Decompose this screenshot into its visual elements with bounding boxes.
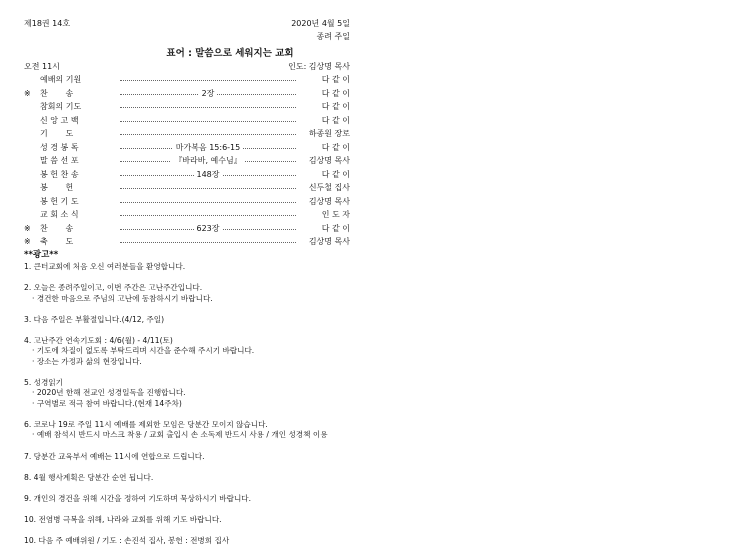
order-item-detail-wrap xyxy=(120,222,296,236)
order-item-label: 예배의 기원 xyxy=(40,75,82,84)
order-item-person: 인 도 자 xyxy=(298,208,350,222)
dotted-leader xyxy=(120,202,296,203)
notice-text: 1. 큰터교회에 처음 오신 여러분들을 환영합니다. xyxy=(24,262,186,271)
order-item-label: 봉 헌 xyxy=(40,183,74,192)
order-item-detail-wrap xyxy=(120,154,296,168)
order-item-person: 다 같 이 xyxy=(298,168,350,182)
notice-text: 6. 코로나 19로 주일 11시 예배를 제외한 모임은 당분간 모이지 않습니다. xyxy=(24,419,268,429)
order-item-detail: 148장 xyxy=(194,170,223,179)
dotted-leader xyxy=(120,107,296,108)
notice-text: 10. 다음 주 예배위원 / 기도 : 손진석 집사, 봉헌 : 전병희 집사 xyxy=(24,535,230,545)
order-item-person: 다 같 이 xyxy=(298,73,350,87)
bulletin-date: 2020년 4월 5일 xyxy=(291,19,350,28)
notices-heading: **광고** xyxy=(24,250,59,260)
notice-item xyxy=(24,283,724,304)
order-row xyxy=(24,235,350,249)
notice-subtext: · 기도에 차질이 없도록 부탁드리며 시간을 준수해 주시기 바랍니다. xyxy=(32,346,255,356)
order-item-label: 봉 헌 기 도 xyxy=(40,196,79,206)
notice-item xyxy=(24,473,724,484)
order-item-person: 하종원 장로 xyxy=(298,127,350,141)
order-item-label: 찬 송 xyxy=(40,88,74,98)
order-item-detail-wrap xyxy=(120,87,296,101)
order-item-person: 다 같 이 xyxy=(298,222,350,236)
order-item-person: 신두철 집사 xyxy=(298,181,350,195)
notice-item xyxy=(24,452,724,463)
order-row xyxy=(24,141,350,155)
service-leader: 인도: 김상명 목사 xyxy=(288,62,350,71)
order-item-detail: 『바라바, 예수님』 xyxy=(171,156,244,165)
notice-text: 4. 고난주간 연속기도회 : 4/6(월) - 4/11(토) xyxy=(24,335,173,345)
motto-title: 표어 : 말씀으로 세워지는 교회 xyxy=(166,48,294,59)
dotted-leader xyxy=(120,242,296,243)
notices-list xyxy=(24,262,724,557)
order-item-label: 기 도 xyxy=(40,129,74,138)
order-row xyxy=(24,168,350,182)
notice-item xyxy=(24,420,724,441)
order-row xyxy=(24,73,350,87)
order-item-person: 다 같 이 xyxy=(298,114,350,128)
dotted-leader xyxy=(120,188,296,189)
order-item-label: 찬 송 xyxy=(40,223,74,233)
order-row xyxy=(24,87,350,101)
notice-text: 7. 당분간 교육부서 예배는 11시에 연합으로 드립니다. xyxy=(24,451,205,461)
order-row xyxy=(24,154,350,168)
order-row xyxy=(24,181,350,195)
dotted-leader xyxy=(120,80,296,81)
order-item-label: 교 회 소 식 xyxy=(40,210,79,219)
order-item-label: 참회의 기도 xyxy=(40,102,82,111)
notice-item xyxy=(24,515,724,526)
order-item-label: 축 도 xyxy=(40,237,74,246)
order-item-person: 김상명 목사 xyxy=(298,154,350,168)
standing-mark: ※ xyxy=(24,223,31,233)
order-item-detail: 2장 xyxy=(199,89,218,98)
notice-item xyxy=(24,336,724,368)
notice-item xyxy=(24,378,724,410)
order-item-detail-wrap xyxy=(120,141,296,155)
order-row xyxy=(24,114,350,128)
order-item-person: 다 같 이 xyxy=(298,141,350,155)
order-item-label: 봉 헌 찬 송 xyxy=(40,169,79,179)
order-item-person: 다 같 이 xyxy=(298,87,350,101)
sunday-name: 종려 주일 xyxy=(316,32,350,41)
notice-text: 5. 성경읽기 xyxy=(24,377,64,387)
notice-item xyxy=(24,315,724,326)
order-row xyxy=(24,222,350,236)
notice-subtext: · 장소는 가정과 삶의 현장입니다. xyxy=(32,356,142,366)
order-item-detail: 마가복음 15:6-15 xyxy=(173,143,244,152)
dotted-leader xyxy=(120,215,296,216)
notice-text: 8. 4월 행사계획은 당분간 순연 됩니다. xyxy=(24,472,154,482)
service-time: 오전 11시 xyxy=(24,62,60,71)
order-item-label: 성 경 봉 독 xyxy=(40,142,79,152)
order-of-worship xyxy=(24,73,350,249)
order-row xyxy=(24,208,350,222)
notice-subtext: · 예배 참석시 반드시 마스크 착용 / 교회 출입시 손 소독제 반드시 사용 / 개인 성경책 이용 xyxy=(32,430,328,440)
issue-number: 제18권 14호 xyxy=(24,19,71,28)
order-item-person: 다 같 이 xyxy=(298,100,350,114)
dotted-leader xyxy=(120,121,296,122)
order-row xyxy=(24,100,350,114)
order-row xyxy=(24,127,350,141)
standing-mark: ※ xyxy=(24,88,31,98)
order-item-detail-wrap xyxy=(120,168,296,182)
notice-item xyxy=(24,262,724,273)
notice-text: 2. 오늘은 종려주일이고, 이번 주간은 고난주간입니다. xyxy=(24,283,203,293)
notice-item xyxy=(24,494,724,505)
notice-subtext: · 2020년 한해 전교인 성경일독을 진행합니다. xyxy=(32,388,186,398)
order-item-person: 김상명 목사 xyxy=(298,195,350,209)
standing-mark: ※ xyxy=(24,237,31,246)
notice-text: 9. 개인의 경건을 위해 시간을 정하여 기도하며 묵상하시기 바랍니다. xyxy=(24,493,252,503)
order-item-detail: 623장 xyxy=(194,224,223,233)
notice-text: 10. 전염병 극복을 위해, 나라와 교회를 위해 기도 바랍니다. xyxy=(24,514,222,524)
notice-subtext: · 구역별로 적극 참여 바랍니다.(현재 14주차) xyxy=(32,398,182,408)
dotted-leader xyxy=(120,134,296,135)
order-row xyxy=(24,195,350,209)
notice-subtext: · 경건한 마음으로 주님의 고난에 동참하시기 바랍니다. xyxy=(32,293,213,303)
order-item-label: 말 씀 선 포 xyxy=(40,156,79,165)
notice-item xyxy=(24,536,724,547)
order-item-person: 김상명 목사 xyxy=(298,235,350,249)
order-item-label: 신 앙 고 백 xyxy=(40,115,79,125)
notice-text: 3. 다음 주일은 부활절입니다.(4/12, 주일) xyxy=(24,314,165,324)
